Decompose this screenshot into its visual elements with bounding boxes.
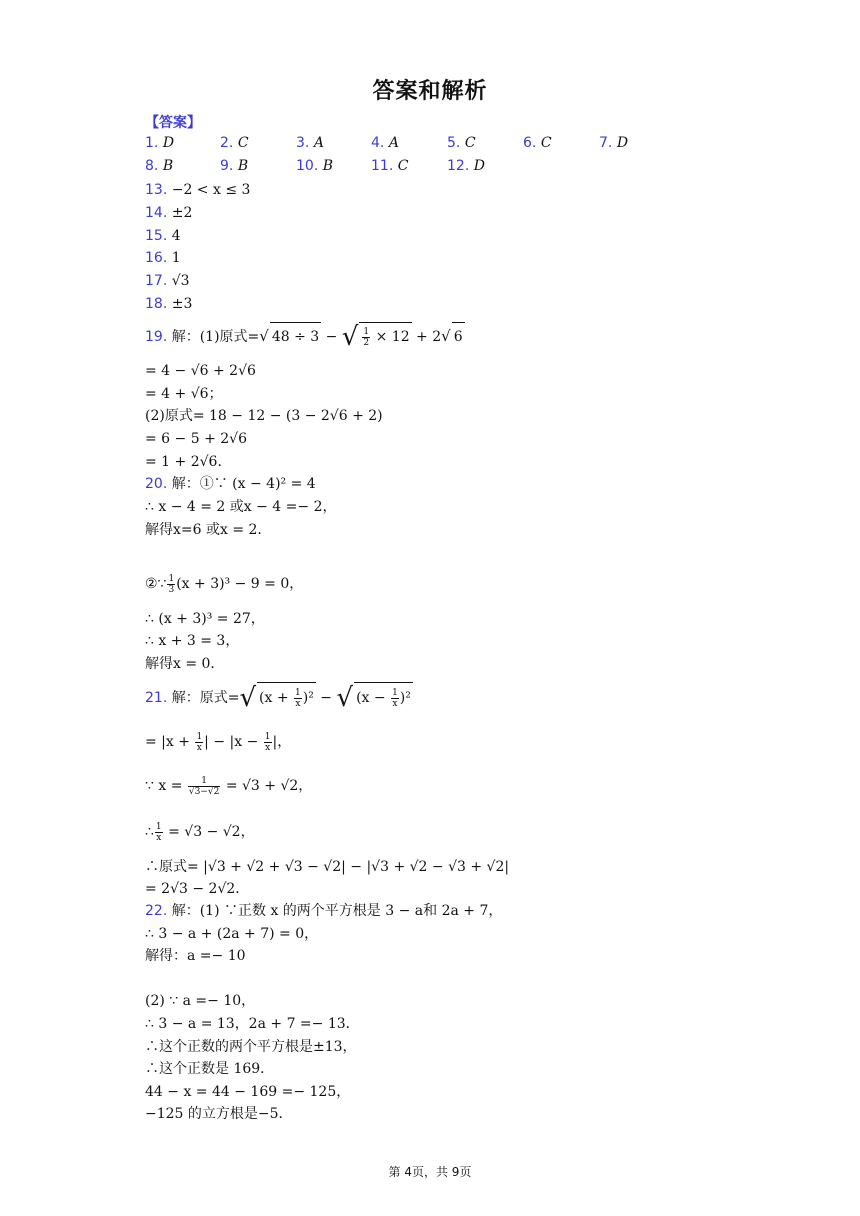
q19-line-5: = 6 − 5 + 2√6 [145, 431, 247, 447]
page-footer: 第 4页，共 9页 [388, 1165, 472, 1179]
q20-line-7: 解得x = 0． [145, 656, 225, 672]
choice-item: 5. C [447, 135, 476, 151]
fill-answer-18: 18. ±3 [145, 296, 193, 312]
q22-line-2: ∴ 3 − a + (2a + 7) = 0， [145, 926, 319, 942]
q19-line-6: = 1 + 2√6． [145, 454, 232, 470]
q21-line-3: ∵ x = $\frac{1}{√3-√2}$ = √3 + √2， [145, 775, 313, 797]
choice-item: 7. D [599, 135, 629, 151]
choice-item: 10. B [296, 158, 334, 174]
q20-line-2: ∴ x − 4 = 2 或x − 4 =− 2， [145, 499, 337, 515]
q19-line-2: = 4 − √6 + 2√6 [145, 363, 256, 379]
q22-line-9: −125 的立方根是−5． [145, 1106, 293, 1122]
q22-line-4: (2) ∵ a =− 10， [145, 993, 256, 1009]
q22-line-3: 解得：a =− 10 [145, 948, 246, 964]
choice-item: 6. C [523, 135, 552, 151]
q21-line-1: 21. 解：原式=√ (x + $\frac{1}{x}$ )² − √ (x − $\frac{1}{x}$ )² [145, 683, 411, 713]
q19-line-1: 19. 解：(1)原式=√ 48 ÷ 3 − √ $\frac{1}{2}$ × 12 + 2√ 6 [145, 322, 463, 352]
q19-line-3: = 4 + √6； [145, 386, 223, 402]
fill-answer-14: 14. ±2 [145, 205, 193, 221]
choice-item: 1. D [145, 135, 175, 151]
choice-item: 11. C [371, 158, 409, 174]
choice-item: 9. B [220, 158, 249, 174]
q20-line-5: ∴ (x + 3)³ = 27， [145, 611, 265, 627]
choice-item: 12. D [447, 158, 485, 174]
q20-line-3: 解得x=6 或x = 2． [145, 522, 272, 538]
q21-line-6: = 2√3 − 2√2． [145, 881, 250, 897]
q21-line-5: ∴原式= |√3 + √2 + √3 − √2| − |√3 + √2 − √3 + √2| [145, 859, 510, 875]
page-title: 答案和解析 [372, 79, 488, 104]
fill-answer-15: 15. 4 [145, 228, 181, 244]
answer-heading: 【答案】 [145, 115, 201, 131]
q20-line-1: 20. 解：①∵ (x − 4)² = 4 [145, 476, 316, 492]
q22-line-7: ∴这个正数是 169． [145, 1061, 275, 1077]
choice-item: 4. A [371, 135, 399, 151]
q22-line-1: 22. 解：(1) ∵正数 x 的两个平方根是 3 − a和 2a + 7， [145, 903, 503, 919]
fill-answer-16: 16. 1 [145, 250, 181, 266]
fill-answer-13: 13. −2 < x ≤ 3 [145, 182, 251, 198]
q20-line-4: ②∵ $\frac{1}{3}$ (x + 3)³ − 9 = 0， [145, 573, 304, 595]
q20-line-6: ∴ x + 3 = 3， [145, 633, 240, 649]
q21-line-2: = |x + $\frac{1}{x}$ | − |x − $\frac{1}{x}$ |， [145, 731, 292, 753]
q21-line-4: ∴ $\frac{1}{x}$ = √3 − √2， [145, 821, 255, 843]
q22-line-6: ∴这个正数的两个平方根是±13， [145, 1039, 357, 1055]
q22-line-5: ∴ 3 − a = 13，2a + 7 =− 13． [145, 1016, 360, 1032]
choice-item: 3. A [296, 135, 324, 151]
q22-line-8: 44 − x = 44 − 169 =− 125， [145, 1084, 351, 1100]
choice-item: 2. C [220, 135, 249, 151]
q19-line-4: (2)原式= 18 − 12 − (3 − 2√6 + 2) [145, 408, 383, 424]
fill-answer-17: 17. √3 [145, 273, 190, 289]
choice-item: 8. B [145, 158, 174, 174]
